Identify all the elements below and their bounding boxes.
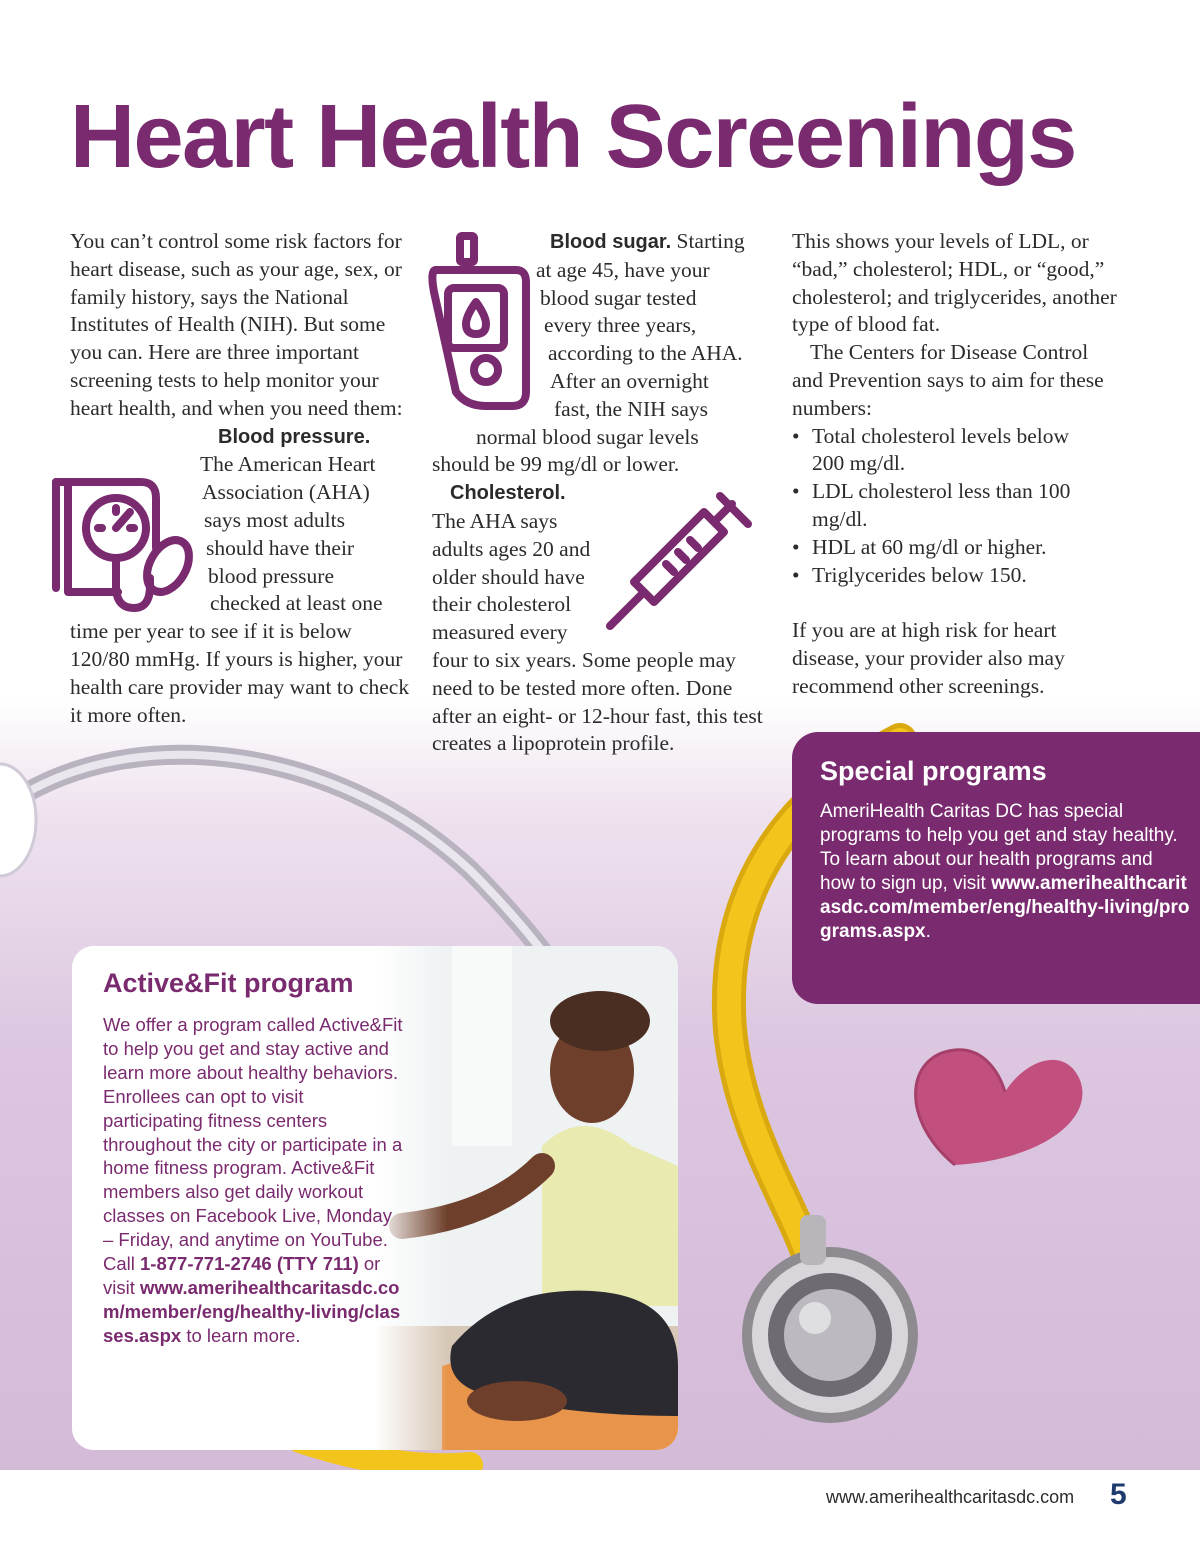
bp-line: checked at least one xyxy=(210,591,383,616)
special-programs-heading: Special programs xyxy=(820,756,1047,786)
active-fit-body: We offer a program called Active&Fit to help you get and stay active and learn more about healthy behaviors. Enrollees can opt to visit participating fitness centers throughout the city or participate in a home fitness program. Active&Fit members also get daily workout classes on Facebook Live, Monday – Friday, and anytime on YouTube. Call xyxy=(103,1014,403,1275)
active-fit-mid: or visit xyxy=(103,1253,381,1298)
bs-line: blood sugar tested xyxy=(540,285,697,310)
col3-paragraph-1: This shows your levels of LDL, or “bad,” cholesterol; HDL, or “good,” cholesterol; and triglycerides, another type of blood fat. xyxy=(792,229,1117,337)
chol-line: older should have xyxy=(432,564,585,589)
cholesterol-targets-list xyxy=(792,423,1122,590)
chol-line: their cholesterol xyxy=(432,592,572,617)
column-3 xyxy=(792,228,1122,701)
list-item: • HDL at 60 mg/dl or higher. xyxy=(792,534,1122,562)
page-number: 5 xyxy=(1110,1478,1127,1511)
bp-line: The American Heart xyxy=(200,452,376,477)
bs-line: according to the AHA. xyxy=(548,341,743,366)
list-item: • Total cholesterol levels below 200 mg/dl. xyxy=(792,423,1082,479)
special-programs-end: . xyxy=(925,921,931,942)
page-title: Heart Health Screenings xyxy=(70,87,1076,187)
bp-line: blood pressure xyxy=(208,563,334,588)
bs-line: every three years, xyxy=(544,313,697,338)
bs-line: After an overnight xyxy=(550,368,709,393)
bs-line: at age 45, have your xyxy=(536,257,710,282)
active-fit-phone[interactable]: 1-877-771-2746 (TTY 711) xyxy=(140,1253,359,1275)
footer-strip xyxy=(0,1470,1200,1558)
bp-line: says most adults xyxy=(204,507,345,532)
intro-paragraph: You can’t control some risk factors for heart disease, such as your age, sex, or family history, says the National Institutes of Health (NIH). But some you can. Here are three important screening tests to help monitor your heart health, and when you need them: xyxy=(70,229,403,420)
list-item: • Triglycerides below 150. xyxy=(792,562,1122,590)
active-fit-end: to learn more. xyxy=(186,1324,301,1346)
chol-line: The AHA says xyxy=(432,508,558,533)
active-fit-box xyxy=(72,946,678,1450)
cholesterol-heading: Cholesterol. xyxy=(450,482,566,505)
special-programs-body: AmeriHealth Caritas DC has special programs to help you get and stay healthy. To learn about our health programs and how to sign up, visit xyxy=(820,801,1178,894)
bs-rest: should be 99 mg/dl or lower. xyxy=(432,452,680,477)
bp-rest: time per year to see if it is below 120/80 mmHg. If yours is higher, your health care provider may want to check it more often. xyxy=(70,619,410,727)
bs-line: fast, the NIH says xyxy=(554,396,709,421)
footer-url[interactable]: www.amerihealthcaritasdc.com xyxy=(826,1487,1075,1507)
special-programs-text xyxy=(820,800,1190,944)
bs-first: Starting xyxy=(676,229,745,253)
special-programs-box xyxy=(792,732,1200,1004)
col3-paragraph-3: If you are at high risk for heart disease, your provider also may recommend other screenings. xyxy=(792,618,1065,698)
bp-line: Association (AHA) xyxy=(202,480,370,505)
bs-line: normal blood sugar levels xyxy=(476,424,699,449)
list-item: • LDL cholesterol less than 100 mg/dl. xyxy=(792,478,1072,534)
chol-rest: four to six years. Some people may need to be tested more often. Done after an eight- or 12-hour fast, this test creates a lipoprotein profile. xyxy=(432,647,763,756)
active-fit-text xyxy=(103,1013,403,1348)
chol-line: measured every xyxy=(432,620,568,645)
chol-line: adults ages 20 and xyxy=(432,536,591,561)
special-programs-link[interactable]: www.amerihealthcaritasdc.com/member/eng/healthy-living/programs.aspx xyxy=(820,873,1190,942)
col3-paragraph-2: The Centers for Disease Control and Prevention says to aim for these numbers: xyxy=(792,340,1104,420)
blood-sugar-heading: Blood sugar. xyxy=(550,231,672,253)
active-fit-link[interactable]: www.amerihealthcaritasdc.com/member/eng/healthy-living/classes.aspx xyxy=(103,1276,401,1346)
active-fit-heading: Active&Fit program xyxy=(103,968,354,998)
bp-line: should have their xyxy=(206,535,355,560)
blood-pressure-heading: Blood pressure. xyxy=(218,425,371,448)
